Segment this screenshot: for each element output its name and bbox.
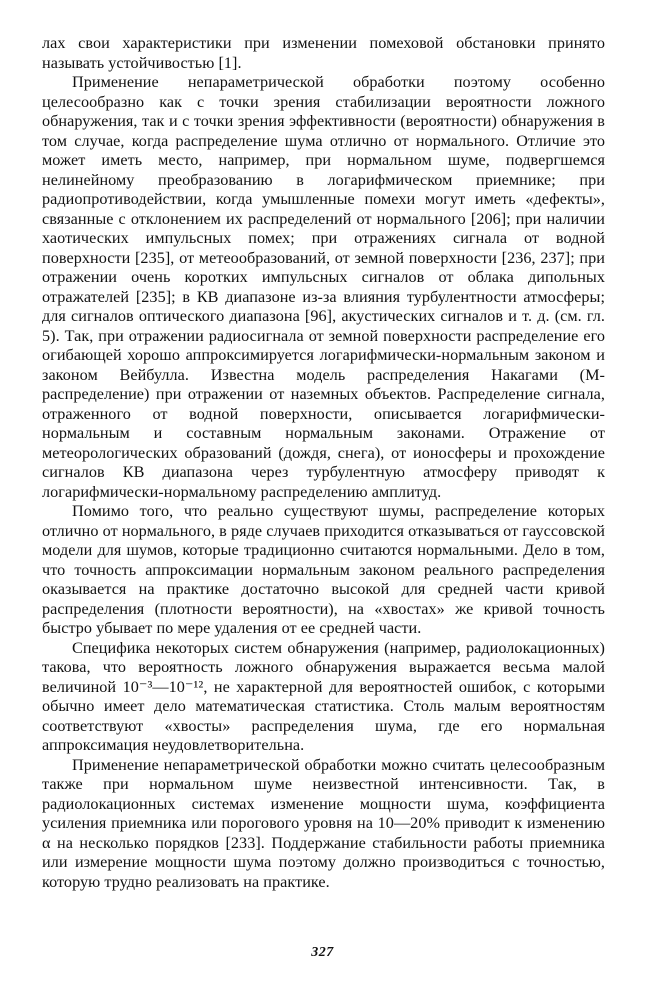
page-number: 327 bbox=[311, 945, 334, 960]
paragraph-4: Специфика некоторых систем обнаружения (например, радиолокационных) такова, что вероятность ложного обнаружения выражается весьма малой величиной 10⁻³—10⁻¹², не характерной для вероятностей ошибок, с которыми обычно имеет дело математическая статистика. Столь малым вероятностям соответствуют «хвосты» распределения шума, где его нормальная аппроксимация неудовлетворительна. bbox=[42, 638, 605, 754]
paragraph-3: Помимо того, что реально существуют шумы, распределение которых отлично от нормального, в ряде случаев приходится отказываться от гауссовской модели для шумов, которые традиционно считаются нормальными. Дело в том, что точность аппроксимации нормальным законом реального распределения оказывается на практике достаточно высокой для средней части кривой распределения (плотности вероятности), на «хвостах» же кривой точность быстро убывает по мере удаления от ее средней части. bbox=[42, 502, 605, 637]
body-text bbox=[42, 34, 605, 892]
paragraph-1: лах свои характеристики при изменении помеховой обстановки принято называть устойчивостью [1]. bbox=[42, 34, 605, 72]
paragraph-5: Применение непараметрической обработки можно считать целесообразным также при нормальном шуме неизвестной интенсивности. Так, в радиолокационных системах изменение мощности шума, коэффициента усиления приемника или порогового уровня на 10—20% приводит к изменению α на несколько порядков [233]. Поддержание стабильности работы приемника или измерение мощности шума поэтому должно производиться с точностью, которую трудно реализовать на практике. bbox=[42, 755, 605, 891]
paragraph-2: Применение непараметрической обработки поэтому особенно целесообразно как с точки зрения стабилизации вероятности ложного обнаружения, так и с точки зрения эффективности (вероятности) обнаружения в том случае, когда распределение шума отлично от нормального. Отличие это может иметь место, например, при нормальном шуме, подвергшемся нелинейному преобразованию в логарифмическом приемнике; при радиопротиводействии, когда умышленные помехи могут иметь «дефекты», связанные с отклонением их распределений от нормального [206]; при наличии хаотических импульсных помех; при отражениях сигнала от водной поверхности [235], от метеообразований, от земной поверхности [236, 237]; при отражении очень коротких импульсных сигналов от облака дипольных отражателей [235]; в КВ диапазоне из-за влияния турбулентности атмосферы; для сигналов оптического диапазона [96], акустических сигналов и т. д. (см. гл. 5). Так, при отражении радиосигнала от земной поверхности распределение его огибающей хорошо аппроксимируется логарифмически-нормальным законом и законом Вейбулла. Известна модель распределения Накагами (M-распределение) при отражении от наземных объектов. Распределение сигнала, отраженного от водной поверхности, описывается логарифмически-нормальным и составным нормальным законами. Отражение от метеорологических образований (дождя, снега), от ионосферы и прохождение сигналов КВ диапазона через турбулентную атмосферу приводят к логарифмически-нормальному распределению амплитуд. bbox=[42, 73, 605, 501]
